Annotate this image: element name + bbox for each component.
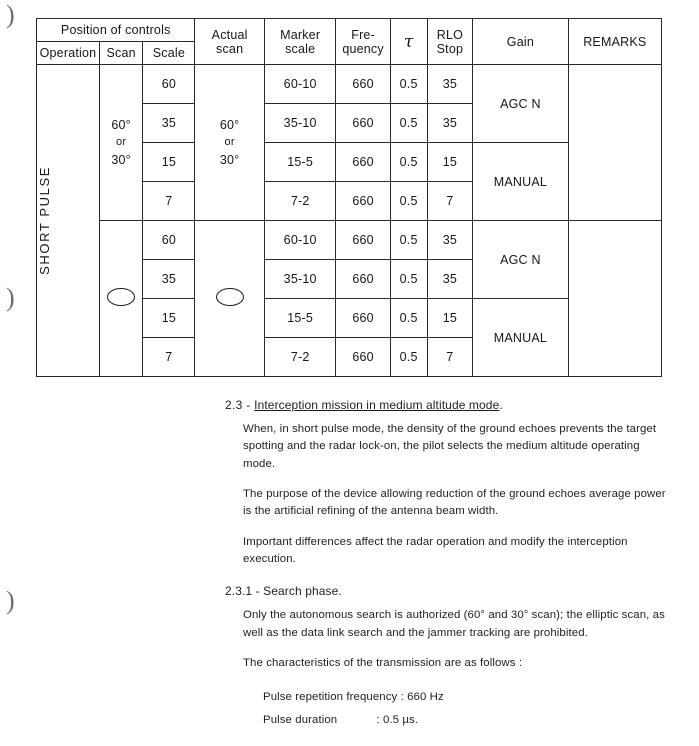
header-tau-symbol (390, 19, 427, 65)
header-position-of-controls: Position of controls (37, 19, 195, 42)
spec-pulse-duration (263, 709, 673, 731)
margin-hole-mark-top: ) (6, 0, 15, 29)
cell-gain-agc-block1: AGC N (473, 65, 568, 143)
document-body (225, 398, 673, 731)
header-marker-scale (264, 19, 336, 65)
cell-scan-block2 (99, 221, 142, 377)
scan-value-line1: 60° (111, 117, 131, 132)
cell-operation-short-pulse (37, 65, 100, 377)
cell-gain-agc-block2: AGC N (473, 221, 568, 299)
spec-prf-value: 660 Hz (407, 691, 444, 704)
header-marker-scale-line1: Marker (280, 27, 321, 42)
cell-rlo-stop: 35 (427, 65, 473, 104)
header-actual-scan-line1: Actual (211, 27, 248, 42)
cell-marker-scale: 15-5 (264, 143, 336, 182)
cell-scale: 7 (143, 182, 195, 221)
cell-frequency: 660 (336, 338, 390, 377)
paragraph-2-3-1: When, in short pulse mode, the density of the ground echoes prevents the target spotting and the radar lock-on, the pilot selects the medium altitude operating mode. (243, 423, 657, 470)
cell-tau: 0.5 (390, 104, 427, 143)
cell-tau: 0.5 (390, 260, 427, 299)
cell-rlo-stop: 7 (427, 182, 473, 221)
table-row (37, 65, 662, 104)
cell-marker-scale: 35-10 (264, 104, 336, 143)
header-remarks: REMARKS (568, 19, 661, 65)
cell-actual-scan-block1 (195, 65, 264, 221)
cell-remarks-block2 (568, 221, 661, 377)
table-header-row-1 (37, 19, 662, 42)
header-rlo-stop (427, 19, 473, 65)
cell-rlo-stop: 35 (427, 221, 473, 260)
actual-scan-line3: 30° (219, 152, 240, 167)
section-title-2-3-1: Search phase (263, 584, 339, 599)
spec-duration-value: 0.5 µs. (382, 713, 419, 726)
elliptic-scan-icon (107, 288, 135, 306)
actual-scan-values-block1 (195, 116, 263, 170)
transmission-spec-list (225, 686, 673, 730)
cell-scan-block1 (99, 65, 142, 221)
cell-scale: 15 (143, 299, 195, 338)
radar-parameter-table (36, 18, 662, 377)
cell-frequency: 660 (336, 221, 390, 260)
cell-gain-manual-block2: MANUAL (473, 299, 568, 377)
margin-hole-mark-bottom: ) (6, 586, 15, 615)
scan-value-line3: 30° (111, 152, 131, 167)
cell-marker-scale: 15-5 (264, 299, 336, 338)
cell-rlo-stop: 15 (427, 299, 473, 338)
table-header (37, 19, 662, 65)
header-scan: Scan (99, 42, 142, 65)
paragraph-2-3-2: The purpose of the device allowing reduction of the ground echoes average power is the artificial refining of the antenna beam width. (243, 487, 666, 518)
header-frequency-line1: Fre- (351, 27, 375, 42)
cell-scale: 7 (143, 338, 195, 377)
section-heading-2-3-1 (225, 584, 673, 598)
paragraph-2-3-3: Important differences affect the radar operation and modify the interception execution. (243, 535, 628, 565)
cell-rlo-stop: 7 (427, 338, 473, 377)
header-marker-scale-line2: scale (285, 41, 316, 56)
cell-gain-manual-block1: MANUAL (473, 143, 568, 221)
cell-marker-scale: 7-2 (264, 338, 336, 377)
header-frequency (336, 19, 390, 65)
cell-scale: 60 (143, 65, 195, 104)
scan-value-line2: or (116, 136, 127, 149)
operation-label-short-pulse: SHORT PULSE (37, 166, 52, 275)
cell-marker-scale: 60-10 (264, 65, 336, 104)
actual-scan-line1: 60° (219, 117, 240, 132)
radar-parameter-table-container (36, 18, 662, 377)
header-operation: Operation (37, 42, 100, 65)
header-frequency-line2: quency (342, 41, 384, 56)
cell-tau: 0.5 (390, 143, 427, 182)
cell-tau: 0.5 (390, 221, 427, 260)
actual-scan-line2: or (224, 136, 235, 149)
cell-rlo-stop: 15 (427, 143, 473, 182)
section-heading-2-3 (225, 398, 673, 412)
cell-rlo-stop: 35 (427, 260, 473, 299)
spec-duration-label: Pulse duration (263, 713, 338, 726)
header-rlo-stop-line2: Stop (436, 41, 464, 56)
section-title-2-3-1-period: . (338, 584, 342, 599)
cell-frequency: 660 (336, 299, 390, 338)
cell-frequency: 660 (336, 104, 390, 143)
header-scale: Scale (143, 42, 195, 65)
header-actual-scan-line2: scan (216, 41, 244, 56)
paragraph-2-3-1-body-2: The characteristics of the transmission are as follows : (243, 656, 523, 669)
section-number-2-3-1: 2.3.1 - (225, 584, 264, 599)
cell-marker-scale: 60-10 (264, 221, 336, 260)
section-number-2-3: 2.3 - (225, 398, 255, 412)
spec-duration-separator: : (337, 713, 383, 726)
cell-tau: 0.5 (390, 65, 427, 104)
cell-scale: 15 (143, 143, 195, 182)
header-rlo-stop-line1: RLO (436, 27, 464, 42)
cell-scale: 60 (143, 221, 195, 260)
cell-frequency: 660 (336, 260, 390, 299)
cell-frequency: 660 (336, 182, 390, 221)
header-actual-scan (195, 19, 264, 65)
cell-scale: 35 (143, 260, 195, 299)
margin-hole-mark-middle: ) (6, 283, 15, 312)
scan-values-block1 (100, 116, 142, 170)
tau-glyph-icon: τ (403, 31, 414, 52)
spec-prf-label: Pulse repetition frequency : (263, 691, 408, 704)
paragraph-2-3-1-body-1: Only the autonomous search is authorized (60° and 30° scan); the elliptic scan, as well as the data link search and the jammer tracking are prohibited. (243, 609, 665, 639)
cell-marker-scale: 7-2 (264, 182, 336, 221)
cell-frequency: 660 (336, 65, 390, 104)
cell-actual-scan-block2 (195, 221, 264, 377)
table-row (37, 221, 662, 260)
section-title-2-3: Interception mission in medium altitude mode (254, 398, 500, 412)
cell-tau: 0.5 (390, 299, 427, 338)
table-body (37, 65, 662, 377)
cell-rlo-stop: 35 (427, 104, 473, 143)
spec-pulse-repetition-frequency (263, 686, 673, 708)
elliptic-actual-scan-icon (216, 288, 244, 306)
cell-frequency: 660 (336, 143, 390, 182)
cell-scale: 35 (143, 104, 195, 143)
cell-remarks-block1-top (568, 65, 661, 221)
section-title-2-3-period: . (499, 398, 503, 412)
header-gain: Gain (473, 19, 568, 65)
cell-marker-scale: 35-10 (264, 260, 336, 299)
cell-tau: 0.5 (390, 338, 427, 377)
cell-tau: 0.5 (390, 182, 427, 221)
